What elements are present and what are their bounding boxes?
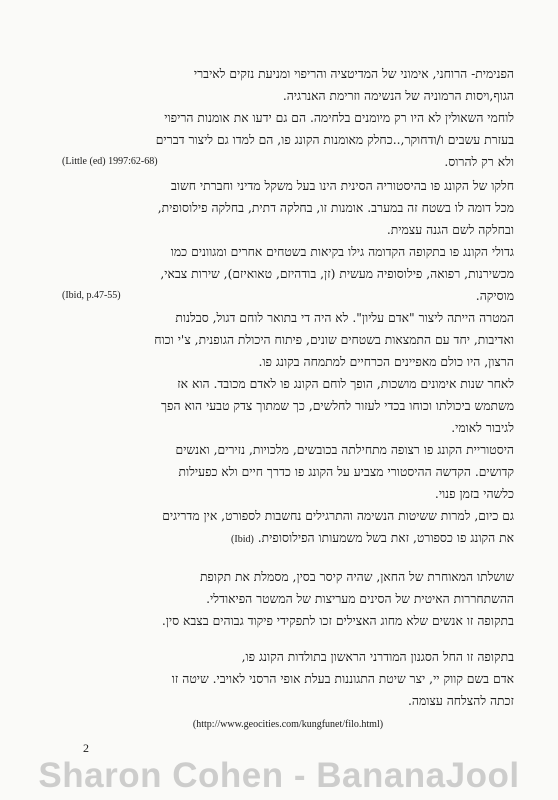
text-line: ובחלקה לשם הגנה עצמית. xyxy=(386,223,514,237)
text-line: גם כיום, למרות ששיטות הנשימה והתרגילים נחשבות לספורט, אין מדריגים xyxy=(162,509,514,523)
text-line-with-citation xyxy=(62,151,514,173)
text-line-with-citation xyxy=(62,285,514,307)
text-line: בעזרת עשבים ו/ודחוקר,..כחלק מאומנות הקונג פו, הם למדו גם ליצור דברים xyxy=(155,133,514,147)
text-line: חלקו של הקונג פו בהיסטוריה הסינית הינו בעל משקל מדיני וחברתי חשוב xyxy=(170,179,514,193)
text-line: הרצון, היו כולם מאפיינים הכרחיים למתמחה בקונג פו. xyxy=(258,355,514,369)
text-line: הגוף,ויסות הרמוניה של הנשימה וזרימת האנרגיה. xyxy=(282,89,514,103)
page-number: 2 xyxy=(83,741,89,755)
text-fragment: מוסיקה. xyxy=(475,289,514,303)
text-line: לאחר שנות אימונים מושכות, הופך לוחם הקונג פו לאדם מכובד. הוא אז xyxy=(177,377,514,391)
text-line: לגיבור לאומי. xyxy=(451,421,514,435)
text-line: לוחמי השאולין לא היו רק מיומנים בלחימה. הם גם ידעו את אומנות הריפוי xyxy=(164,111,514,125)
text-line: ואדיבות, יחד עם התמצאות בשטחים שונים, פיתוח היכולת הגופנית, צ'י וכוח xyxy=(154,333,514,347)
paragraph-8 xyxy=(62,566,514,632)
citation-url: (http://www.geocities.com/kungfunet/filo.html) xyxy=(192,719,384,730)
text-line: גדולי הקונג פו בתקופה הקדומה גילו בקיאות בשטחים אחרים ומגוונים כמו xyxy=(170,245,514,259)
paragraph-5 xyxy=(62,373,514,439)
citation-line xyxy=(62,712,514,736)
watermark: Sharon Cohen - BananaJool xyxy=(38,756,520,795)
text-line: מכל דומה לו בשטח זה במערב. אומנות זו, בחלקה דתית, בחלקה פילוסופית, xyxy=(157,201,514,215)
text-line: זכתה להצלחה עצומה. xyxy=(407,694,514,708)
text-line: המטרה הייתה ליצור "אדם עליון". לא היה די בתואר לוחם דגול, סבלנות xyxy=(175,311,514,325)
text-line: הפנימית- הרוחני, אימוני של המדיטציה והריפוי ומניעת נזקים לאיברי xyxy=(193,67,514,81)
paragraph-9 xyxy=(62,646,514,736)
citation: (Ibid, p.47-55) xyxy=(62,290,121,301)
text-line: ההשתחררות האיטית של הסינים מעריצות של המשטר הפיאודלי. xyxy=(206,592,514,606)
text-line: כלשהי בזמן פנוי. xyxy=(434,487,514,501)
text-line: קדושים. הקדשה ההיסטורי מצביע על הקונג פו כדרך חיים ולא כפעילות xyxy=(178,465,514,479)
paragraph-1 xyxy=(62,63,514,173)
text-line: בתקופה זו אנשים שלא מחוג האצילים זכו לתפקידי פיקוד גבוהים בצבא סין. xyxy=(161,614,514,628)
paragraph-6 xyxy=(62,439,514,505)
text-fragment: ולא רק להרוס. xyxy=(444,155,514,169)
text-line: משתמש ביכולתו וכוחו בכדי לעזור לחלשים, כך שמתוך צדק טבעי הוא הפך xyxy=(161,399,514,413)
paragraph-4 xyxy=(62,307,514,373)
text-line-with-citation xyxy=(62,527,514,551)
text-line: היסטוריית הקונג פו רצופה מתחילתה בכובשים, מלכויות, נזירים, ואנשים xyxy=(175,443,514,457)
text-line: אדם בשם קווק יי, יצר שיטת התגוננות בעלת אופי הרסני לאויבי. שיטה זו xyxy=(171,672,514,686)
text-line: בתקופה זו החל הסגנון המודרני הראשון בתולדות הקונג פו, xyxy=(241,650,514,664)
paragraph-2 xyxy=(62,175,514,241)
paragraph-3 xyxy=(62,241,514,307)
citation: (Little (ed) 1997:62-68) xyxy=(62,156,158,167)
paragraph-7 xyxy=(62,505,514,551)
text-line: מכשירנות, רפואה, פילוסופיה מעשית (זן, בודהיזם, טאואיזם), שירות צבאי, xyxy=(160,267,514,281)
text-fragment: את הקונג פו כספורט, זאת בשל משמעותו הפילוסופית. xyxy=(257,531,514,545)
text-line: שושלתו המאוחרת של החאן, שהיה קיסר בסין, מסמלת את תקופת xyxy=(199,570,514,584)
citation: (Ibid) xyxy=(231,534,254,545)
